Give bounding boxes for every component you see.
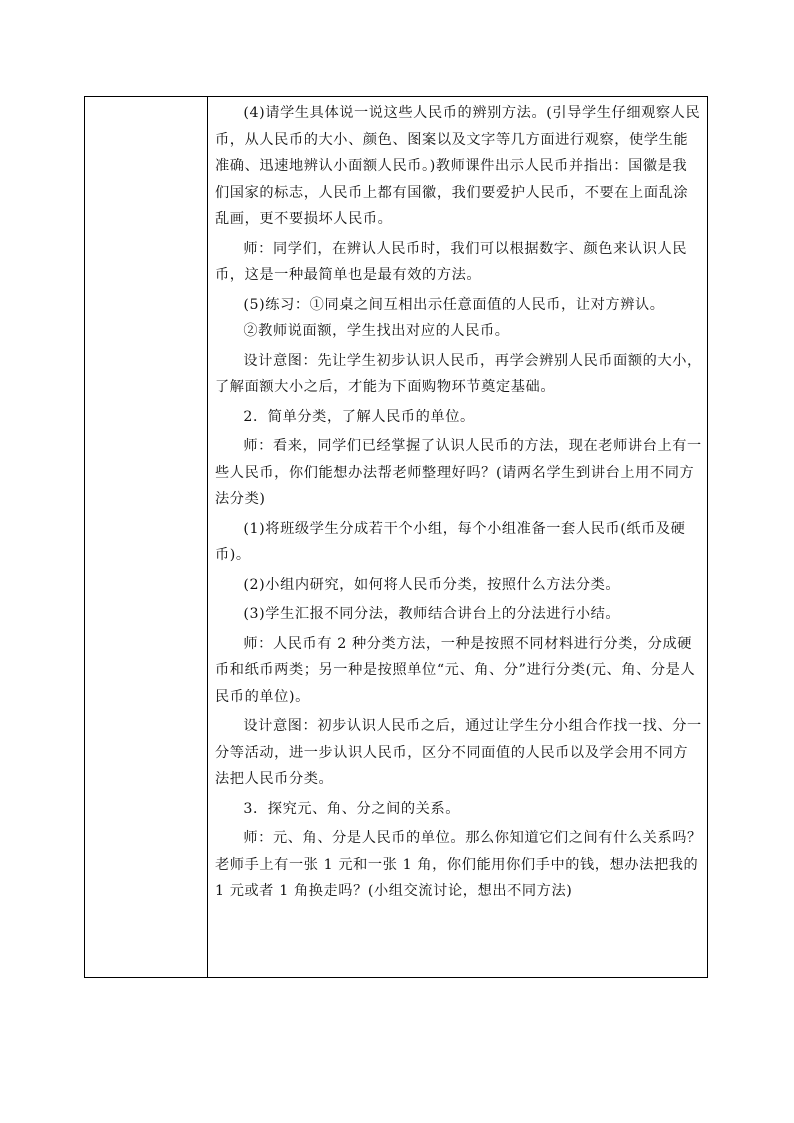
paragraph-group-research: (2)小组内研究，如何将人民币分类，按照什么方法分类。 [243, 576, 621, 593]
paragraph-section-three-heading: 3．探究元、角、分之间的关系。 [243, 800, 461, 817]
lesson-plan-table [84, 96, 708, 978]
paragraph-group-division: (1)将班级学生分成若干个小组，每个小组准备一套人民币(纸币及硬币)。 [215, 520, 686, 563]
paragraph-teacher-unit-relation: 师：元、角、分是人民币的单位。那么你知道它们之间有什么关系吗？老师手上有一张 1 元和一张 1 角，你们能用你们手中的钱，想办法把我的 1 元或者 1 角换走吗？(小组交流讨论，想出不同方法) [215, 830, 702, 899]
paragraph-design-intent-one: 设计意图：先让学生初步认识人民币，再学会辨别人民币面额的大小，了解面额大小之后，才能为下面购物环节奠定基础。 [215, 352, 702, 395]
paragraph-design-intent-two: 设计意图：初步认识人民币之后，通过让学生分小组合作找一找、分一分等活动，进一步认识人民币，区分不同面值的人民币以及学会用不同方法把人民币分类。 [215, 718, 702, 787]
paragraph-teacher-classification-summary: 师：人民币有 2 种分类方法，一种是按照不同材料进行分类，分成硬币和纸币两类；另一种是按照单位“元、角、分”进行分类(元、角、分是人民币的单位)。 [215, 635, 696, 705]
right-column-cell [208, 100, 708, 980]
paragraph-practice-two: ②教师说面额，学生找出对应的人民币。 [243, 323, 510, 339]
paragraph-practice-one: (5)练习：①同桌之间互相出示任意面值的人民币，让对方辨认。 [243, 296, 665, 313]
left-column-cell [85, 97, 207, 977]
paragraph-teacher-recognition-tip: 师：同学们，在辨认人民币时，我们可以根据数字、颜色来认识人民币，这是一种最简单也是最有效的方法。 [215, 240, 688, 283]
paragraph-identification-method: (4)请学生具体说一说这些人民币的辨别方法。(引导学生仔细观察人民币，从人民币的大小、颜色、图案以及文字等几方面进行观察，使学生能准确、迅速地辨认小面额人民币。)教师课件出示人民币并指出：国徽是我们国家的标志，人民币上都有国徽，我们要爱护人民币，不要在上面乱涂乱画，更不要损坏人民币。 [215, 105, 701, 227]
paragraph-teacher-sorting-question: 师：看来，同学们已经掌握了认识人民币的方法，现在老师讲台上有一些人民币，你们能想办法帮老师整理好吗？(请两名学生到讲台上用不同方法分类) [215, 438, 702, 507]
paragraph-student-report: (3)学生汇报不同分法，教师结合讲台上的分法进行小结。 [243, 606, 621, 622]
paragraph-section-two-heading: 2．简单分类，了解人民币的单位。 [243, 408, 475, 425]
